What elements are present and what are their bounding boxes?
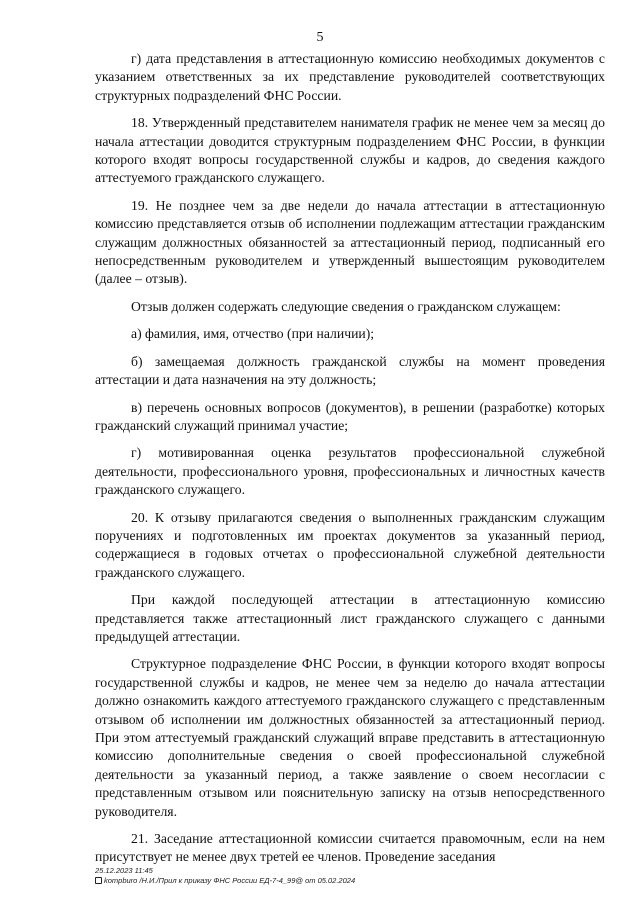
footer-date: 25.12.2023 11:45 [95,866,153,875]
document-footer [95,866,355,886]
paragraph-19-review: 19. Не позднее чем за две недели до начала аттестации в аттестационную комиссию представляется отзыв об исполнении подлежащим аттестации гражданским служащим должностных обязанностей за аттестационный период, подписанный его непосредственным руководителем и утвержденный вышестоящим руководителем (далее – отзыв). [95,197,605,287]
paragraph-previous-attestation: При каждой последующей аттестации в аттестационную комиссию представляется также аттестационный лист гражданского служащего с данными предыдущей аттестации. [95,592,605,644]
paragraph-18-schedule: 18. Утвержденный представителем нанимателя график не менее чем за месяц до начала аттестации доводится структурным подразделением ФНС России, в функции которого входят вопросы государственной службы и кадров, до сведения каждого аттестуемого гражданского служащего. [95,115,605,186]
paragraph-20-attachments: 20. К отзыву прилагаются сведения о выполненных гражданским служащим поручениях и подготовленных им проектах документов за указанный период, содержащиеся в годовых отчетах о профессиональной служебной деятельности гражданского служащего. [95,509,605,580]
paragraph-item-a: а) фамилия, имя, отчество (при наличии); [131,326,375,342]
paragraph-item-b: б) замещаемая должность гражданской службы на момент проведения аттестации и дата назначения на эту должность; [95,353,605,388]
paragraph-review-contents: Отзыв должен содержать следующие сведения о гражданском служащем: [131,298,561,314]
page-number: 5 [316,30,324,45]
paragraph-21-quorum: 21. Заседание аттестационной комиссии считается правомочным, если на нем присутствует не менее двух третей ее членов. Проведение заседания [95,831,605,865]
paragraph-familiarization: Структурное подразделение ФНС России, в функции которого входят вопросы государственной службы и кадров, не менее чем за неделю до начала аттестации должно ознакомить каждого аттестуемого гражданского служащего с представленным отзывом об исполнении им должностных обязанностей за аттестационный период. При этом аттестуемый гражданский служащий вправе представить в аттестационную комиссию дополнительные сведения о своей профессиональной служебной деятельности за указанный период, а также заявление о своем несогласии с представленным отзывом или пояснительную записку на отзыв непосредственного руководителя. [95,656,605,819]
footer-path: kompburo /Н.И./Прил к приказу ФНС России ЕД-7-4_99@ от 05.02.2024 [104,876,356,885]
file-icon [95,877,102,884]
paragraph-1g-submission-date: г) дата представления в аттестационную комиссию необходимых документов с указанием ответственных за их представление руководителей соответствующих структурных подразделений ФНС России. [95,51,605,103]
document-body [95,50,605,876]
paragraph-item-v: в) перечень основных вопросов (документов), в решении (разработке) которых гражданский служащий принимал участие; [95,399,605,433]
paragraph-item-g: г) мотивированная оценка результатов профессиональной служебной деятельности, профессионального уровня, профессиональных и личностных качеств гражданского служащего. [95,445,605,498]
footer-path-line [95,876,355,886]
